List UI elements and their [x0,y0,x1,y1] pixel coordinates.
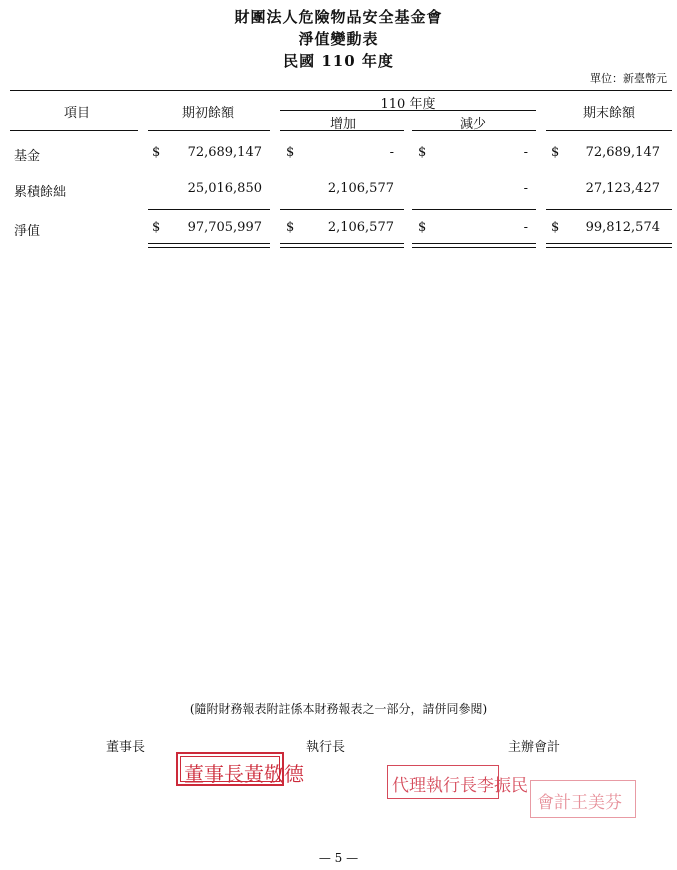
row-accumulated-decrease: - [523,181,528,196]
row-accumulated-increase: 2,106,577 [327,181,394,196]
header-rule-end [546,130,672,131]
dollar-sign: $ [286,220,295,235]
header-rule-decrease [412,130,536,131]
row-accumulated-label: 累積餘絀 [14,185,67,200]
total-double-rule-decrease [412,243,536,248]
header-year: 110 年度 [380,97,436,112]
header-item: 項目 [63,106,90,121]
dollar-sign: $ [152,220,161,235]
row-net-value-increase: 2,106,577 [327,220,394,235]
row-net-value-begin: 97,705,997 [187,220,262,235]
row-fund-label: 基金 [14,149,41,164]
header-rule-increase [280,130,404,131]
total-double-rule-increase [280,243,404,248]
row-fund-decrease: - [523,145,528,160]
row-accumulated-begin: 25,016,850 [187,181,262,196]
header-decrease: 減少 [459,117,486,132]
accountant-seal-stamp: 會計王美芬 [530,780,636,818]
subtotal-rule-decrease [412,209,536,210]
row-net-value-end: 99,812,574 [585,220,660,235]
header-begin-balance: 期初餘額 [181,106,234,121]
page-number: — 5 — [318,851,359,865]
row-fund-end: 72,689,147 [585,145,660,160]
row-accumulated-end: 27,123,427 [585,181,660,196]
header-increase: 增加 [329,117,356,132]
total-double-rule-begin [148,243,270,248]
dollar-sign: $ [286,145,295,160]
subtotal-rule-end [546,209,672,210]
dollar-sign: $ [418,145,427,160]
currency-unit: 單位：新臺幣元 [590,72,667,85]
dollar-sign: $ [551,220,560,235]
header-rule-begin [148,130,270,131]
dollar-sign: $ [418,220,427,235]
row-fund-increase: - [389,145,394,160]
dollar-sign: $ [152,145,161,160]
row-fund-begin: 72,689,147 [187,145,262,160]
header-rule-item [10,130,138,131]
header-end-balance: 期末餘額 [582,106,635,121]
chairman-seal-stamp: 董事長黃敬德 [176,752,284,786]
dollar-sign: $ [551,145,560,160]
row-net-value-decrease: - [523,220,528,235]
report-period: 民國 110 年度 [283,52,394,70]
report-title: 淨值變動表 [298,30,379,48]
chairman-label: 董事長 [106,740,146,755]
subtotal-rule-increase [280,209,404,210]
accountant-label: 主辦會計 [508,740,561,755]
footnote: (隨附財務報表附註係本財務報表之一部分，請併同參閱) [189,702,488,716]
year-underline [280,110,536,111]
ceo-seal-stamp: 代理執行長李振民 [387,765,499,799]
organization-title: 財團法人危險物品安全基金會 [234,8,443,26]
subtotal-rule-begin [148,209,270,210]
ceo-label: 執行長 [306,740,346,755]
table-top-rule [10,90,672,91]
row-net-value-label: 淨值 [14,224,41,239]
total-double-rule-end [546,243,672,248]
